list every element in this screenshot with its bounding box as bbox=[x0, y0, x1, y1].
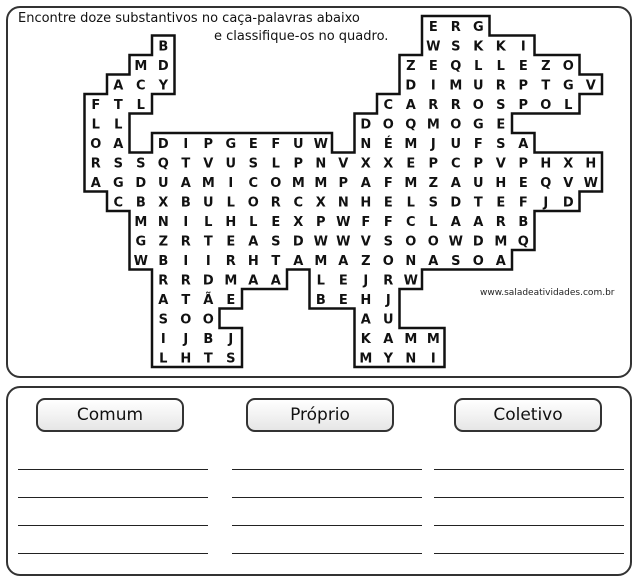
grid-letter[interactable]: V bbox=[563, 175, 574, 191]
grid-letter[interactable]: I bbox=[520, 39, 526, 55]
grid-letter[interactable]: G bbox=[472, 19, 484, 35]
grid-letter[interactable]: A bbox=[450, 214, 461, 230]
grid-letter[interactable]: M bbox=[314, 253, 328, 269]
grid-letter[interactable]: E bbox=[406, 156, 416, 172]
grid-letter[interactable]: Y bbox=[158, 78, 169, 94]
grid-letter[interactable]: R bbox=[450, 19, 461, 35]
grid-letter[interactable]: N bbox=[360, 136, 372, 152]
grid-letter[interactable]: K bbox=[360, 331, 371, 347]
grid-letter[interactable]: B bbox=[518, 214, 529, 230]
grid-letter[interactable]: Q bbox=[517, 234, 529, 250]
grid-letter[interactable]: X bbox=[360, 156, 371, 172]
grid-letter[interactable]: W bbox=[403, 273, 418, 289]
grid-letter[interactable]: I bbox=[183, 214, 189, 230]
grid-letter[interactable]: I bbox=[430, 351, 436, 367]
grid-letter[interactable]: X bbox=[158, 195, 169, 211]
grid-letter[interactable]: A bbox=[360, 312, 371, 328]
grid-letter[interactable]: P bbox=[518, 156, 529, 172]
grid-letter[interactable]: S bbox=[496, 97, 506, 113]
grid-letter[interactable]: T bbox=[181, 292, 191, 308]
grid-letter[interactable]: R bbox=[180, 273, 191, 289]
grid-letter[interactable]: E bbox=[496, 117, 506, 133]
grid-letter[interactable]: E bbox=[338, 292, 348, 308]
grid-letter[interactable]: M bbox=[224, 273, 238, 289]
grid-letter[interactable]: R bbox=[495, 214, 506, 230]
answer-line[interactable] bbox=[232, 469, 422, 470]
grid-letter[interactable]: W bbox=[426, 39, 441, 55]
grid-letter[interactable]: Z bbox=[541, 58, 551, 74]
grid-letter[interactable]: C bbox=[113, 195, 124, 211]
grid-letter[interactable]: H bbox=[180, 351, 192, 367]
grid-letter[interactable]: B bbox=[203, 331, 214, 347]
answer-line[interactable] bbox=[18, 497, 208, 498]
grid-letter[interactable]: M bbox=[426, 331, 440, 347]
answer-line[interactable] bbox=[18, 525, 208, 526]
grid-letter[interactable]: O bbox=[472, 97, 484, 113]
grid-letter[interactable]: Ã bbox=[203, 292, 214, 308]
grid-letter[interactable]: L bbox=[564, 97, 573, 113]
grid-letter[interactable]: S bbox=[248, 156, 258, 172]
grid-letter[interactable]: O bbox=[180, 312, 192, 328]
grid-letter[interactable]: E bbox=[338, 273, 348, 289]
grid-letter[interactable]: E bbox=[518, 175, 528, 191]
grid-letter[interactable]: W bbox=[583, 175, 598, 191]
grid-letter[interactable]: X bbox=[315, 195, 326, 211]
grid-letter[interactable]: R bbox=[450, 97, 461, 113]
grid-letter[interactable]: I bbox=[160, 331, 166, 347]
grid-letter[interactable]: V bbox=[203, 156, 214, 172]
grid-letter[interactable]: J bbox=[183, 331, 189, 347]
grid-letter[interactable]: A bbox=[248, 273, 259, 289]
grid-letter[interactable]: P bbox=[338, 175, 349, 191]
grid-letter[interactable]: A bbox=[360, 175, 371, 191]
grid-letter[interactable]: O bbox=[382, 117, 394, 133]
grid-letter[interactable]: R bbox=[225, 253, 236, 269]
grid-letter[interactable]: A bbox=[293, 253, 304, 269]
answer-line[interactable] bbox=[18, 469, 208, 470]
grid-letter[interactable]: G bbox=[225, 136, 237, 152]
grid-letter[interactable]: O bbox=[562, 58, 574, 74]
grid-letter[interactable]: O bbox=[472, 253, 484, 269]
grid-letter[interactable]: P bbox=[473, 156, 484, 172]
grid-letter[interactable]: E bbox=[248, 136, 258, 152]
grid-letter[interactable]: O bbox=[202, 312, 214, 328]
grid-letter[interactable]: I bbox=[205, 253, 211, 269]
instruction-line-1: Encontre doze substantivos no caça-palavras abaixo bbox=[18, 11, 360, 26]
grid-letter[interactable]: O bbox=[270, 175, 282, 191]
grid-letter[interactable]: C bbox=[451, 156, 461, 172]
grid-letter[interactable]: A bbox=[495, 253, 506, 269]
grid-letter[interactable]: A bbox=[405, 97, 416, 113]
grid-letter[interactable]: S bbox=[271, 234, 281, 250]
grid-letter[interactable]: A bbox=[180, 175, 191, 191]
category-coletivo-button[interactable]: Coletivo bbox=[454, 398, 602, 432]
grid-letter[interactable]: G bbox=[135, 234, 147, 250]
grid-letter[interactable]: M bbox=[134, 58, 148, 74]
grid-letter[interactable]: I bbox=[430, 78, 436, 94]
grid-letter[interactable]: E bbox=[226, 292, 236, 308]
grid-letter[interactable]: P bbox=[518, 97, 529, 113]
grid-letter[interactable]: E bbox=[428, 19, 438, 35]
answer-line[interactable] bbox=[434, 553, 624, 554]
grid-letter[interactable]: L bbox=[226, 195, 235, 211]
grid-letter[interactable]: O bbox=[90, 136, 102, 152]
grid-letter[interactable]: R bbox=[383, 273, 394, 289]
grid-letter[interactable]: P bbox=[203, 136, 214, 152]
grid-letter[interactable]: M bbox=[201, 175, 215, 191]
grid-letter[interactable]: A bbox=[473, 214, 484, 230]
grid-letter[interactable]: S bbox=[113, 156, 123, 172]
grid-letter[interactable]: R bbox=[158, 273, 169, 289]
grid-letter[interactable]: C bbox=[136, 78, 146, 94]
grid-letter[interactable]: T bbox=[271, 253, 281, 269]
grid-letter[interactable]: E bbox=[226, 234, 236, 250]
grid-letter[interactable]: C bbox=[406, 214, 416, 230]
grid-letter[interactable]: M bbox=[426, 117, 440, 133]
grid-letter[interactable]: I bbox=[183, 253, 189, 269]
grid-letter[interactable]: W bbox=[313, 136, 328, 152]
grid-letter[interactable]: U bbox=[225, 156, 237, 172]
grid-letter[interactable]: C bbox=[248, 175, 259, 191]
grid-letter[interactable]: S bbox=[226, 351, 236, 367]
grid-letter[interactable]: A bbox=[90, 175, 101, 191]
grid-letter[interactable]: R bbox=[180, 234, 191, 250]
grid-letter[interactable]: S bbox=[136, 156, 146, 172]
grid-letter[interactable]: G bbox=[112, 175, 124, 191]
grid-letter[interactable]: Z bbox=[361, 253, 371, 269]
grid-letter[interactable]: G bbox=[562, 78, 574, 94]
grid-letter[interactable]: T bbox=[203, 234, 213, 250]
grid-letter[interactable]: Q bbox=[540, 175, 552, 191]
grid-letter[interactable]: F bbox=[473, 136, 483, 152]
grid-letter[interactable]: D bbox=[472, 234, 484, 250]
grid-letter[interactable]: T bbox=[473, 195, 483, 211]
grid-letter[interactable]: H bbox=[247, 253, 259, 269]
grid-letter[interactable]: L bbox=[159, 351, 168, 367]
grid-letter[interactable]: L bbox=[496, 58, 505, 74]
grid-letter[interactable]: H bbox=[360, 292, 372, 308]
grid-letter[interactable]: É bbox=[383, 136, 393, 152]
grid-letter[interactable]: F bbox=[361, 214, 371, 230]
grid-letter[interactable]: W bbox=[448, 234, 463, 250]
grid-letter[interactable]: N bbox=[337, 195, 349, 211]
grid-letter[interactable]: M bbox=[494, 234, 508, 250]
grid-letter[interactable]: M bbox=[314, 175, 328, 191]
grid-letter[interactable]: H bbox=[540, 156, 552, 172]
grid-letter[interactable]: J bbox=[228, 331, 234, 347]
grid-letter[interactable]: A bbox=[428, 253, 439, 269]
grid-letter[interactable]: U bbox=[450, 136, 462, 152]
grid-letter[interactable]: M bbox=[359, 351, 373, 367]
grid-letter[interactable]: V bbox=[360, 234, 371, 250]
grid-letter[interactable]: H bbox=[495, 175, 507, 191]
grid-letter[interactable]: R bbox=[428, 97, 439, 113]
grid-letter[interactable]: P bbox=[518, 78, 529, 94]
grid-letter[interactable]: H bbox=[585, 156, 597, 172]
grid-letter[interactable]: F bbox=[383, 214, 393, 230]
grid-letter[interactable]: L bbox=[91, 117, 100, 133]
grid-letter[interactable]: X bbox=[293, 214, 304, 230]
grid-letter[interactable]: S bbox=[496, 136, 506, 152]
grid-letter[interactable]: J bbox=[363, 273, 369, 289]
grid-letter[interactable]: H bbox=[360, 195, 372, 211]
grid-letter[interactable]: L bbox=[316, 273, 325, 289]
grid-letter[interactable]: Q bbox=[157, 156, 169, 172]
grid-letter[interactable]: E bbox=[383, 195, 393, 211]
grid-letter[interactable]: U bbox=[293, 136, 304, 152]
grid-letter[interactable]: W bbox=[313, 234, 328, 250]
grid-letter[interactable]: A bbox=[338, 253, 349, 269]
grid-letter[interactable]: O bbox=[450, 117, 462, 133]
grid-letter[interactable]: R bbox=[495, 78, 506, 94]
grid-letter[interactable]: N bbox=[157, 214, 169, 230]
answer-line[interactable] bbox=[232, 497, 422, 498]
grid-letter[interactable]: C bbox=[293, 195, 304, 211]
grid-letter[interactable]: F bbox=[271, 136, 281, 152]
grid-letter[interactable]: E bbox=[271, 214, 281, 230]
grid-letter[interactable]: L bbox=[474, 58, 483, 74]
grid-letter[interactable]: O bbox=[382, 253, 394, 269]
grid-letter[interactable]: U bbox=[203, 195, 214, 211]
grid-letter[interactable]: B bbox=[315, 292, 326, 308]
grid-letter[interactable]: A bbox=[113, 78, 124, 94]
grid-letter[interactable]: T bbox=[181, 156, 191, 172]
grid-letter[interactable]: A bbox=[113, 136, 124, 152]
grid-letter[interactable]: I bbox=[183, 136, 189, 152]
grid-letter[interactable]: W bbox=[133, 253, 148, 269]
grid-letter[interactable]: S bbox=[451, 253, 461, 269]
grid-letter[interactable]: E bbox=[428, 58, 438, 74]
grid-letter[interactable]: C bbox=[383, 97, 394, 113]
grid-letter[interactable]: B bbox=[158, 39, 169, 55]
grid-letter[interactable]: G bbox=[472, 117, 484, 133]
grid-letter[interactable]: L bbox=[406, 195, 415, 211]
grid-letter[interactable]: A bbox=[518, 136, 529, 152]
grid-letter[interactable]: D bbox=[202, 273, 214, 289]
grid-letter[interactable]: T bbox=[113, 97, 123, 113]
grid-letter[interactable]: E bbox=[496, 195, 506, 211]
answer-line[interactable] bbox=[434, 525, 624, 526]
answer-line[interactable] bbox=[434, 469, 624, 470]
grid-letter[interactable]: H bbox=[225, 214, 237, 230]
grid-letter[interactable]: U bbox=[158, 175, 169, 191]
grid-letter[interactable]: M bbox=[449, 78, 463, 94]
grid-letter[interactable]: X bbox=[563, 156, 574, 172]
grid-letter[interactable]: K bbox=[495, 39, 506, 55]
grid-letter[interactable]: V bbox=[585, 78, 596, 94]
grid-letter[interactable]: D bbox=[157, 58, 169, 74]
grid-letter[interactable]: T bbox=[203, 351, 213, 367]
grid-letter[interactable]: M bbox=[404, 136, 418, 152]
instruction-line-2: e classifique-os no quadro. bbox=[214, 29, 389, 44]
grid-letter[interactable]: B bbox=[158, 253, 169, 269]
grid-letter[interactable]: W bbox=[336, 234, 351, 250]
grid-letter[interactable]: V bbox=[338, 156, 349, 172]
grid-letter[interactable]: A bbox=[450, 175, 461, 191]
grid-letter[interactable]: Z bbox=[406, 58, 416, 74]
grid-letter[interactable]: L bbox=[204, 214, 213, 230]
grid-letter[interactable]: M bbox=[404, 331, 418, 347]
grid-letter[interactable]: A bbox=[383, 331, 394, 347]
grid-letter[interactable]: N bbox=[405, 351, 417, 367]
grid-letter[interactable]: F bbox=[91, 97, 101, 113]
grid-letter[interactable]: O bbox=[405, 234, 417, 250]
grid-letter[interactable]: S bbox=[158, 312, 168, 328]
grid-letter[interactable]: M bbox=[134, 214, 148, 230]
answer-line[interactable] bbox=[232, 525, 422, 526]
grid-letter[interactable]: O bbox=[247, 195, 259, 211]
grid-letter[interactable]: Q bbox=[405, 117, 417, 133]
grid-letter[interactable]: O bbox=[427, 234, 439, 250]
grid-letter[interactable]: N bbox=[405, 253, 417, 269]
grid-letter[interactable]: D bbox=[360, 117, 372, 133]
grid-letter[interactable]: Q bbox=[450, 58, 462, 74]
grid-letter[interactable]: D bbox=[562, 195, 574, 211]
grid-letter[interactable]: J bbox=[385, 292, 391, 308]
grid-letter[interactable]: J bbox=[430, 136, 436, 152]
grid-letter[interactable]: V bbox=[495, 156, 506, 172]
grid-letter[interactable]: D bbox=[292, 234, 304, 250]
grid-letter[interactable]: U bbox=[383, 312, 394, 328]
grid-letter[interactable]: J bbox=[543, 195, 549, 211]
grid-letter[interactable]: M bbox=[404, 175, 418, 191]
answer-line[interactable] bbox=[434, 497, 624, 498]
grid-letter[interactable]: L bbox=[429, 214, 438, 230]
grid-letter[interactable]: S bbox=[383, 234, 393, 250]
answer-line[interactable] bbox=[232, 553, 422, 554]
grid-letter[interactable]: I bbox=[228, 175, 234, 191]
grid-letter[interactable]: K bbox=[473, 39, 484, 55]
grid-letter[interactable]: D bbox=[450, 195, 462, 211]
grid-letter[interactable]: B bbox=[180, 195, 191, 211]
grid-letter[interactable]: B bbox=[135, 195, 146, 211]
grid-letter[interactable]: S bbox=[428, 195, 438, 211]
site-watermark: www.saladeatividades.com.br bbox=[480, 288, 615, 298]
grid-letter[interactable]: A bbox=[248, 234, 259, 250]
grid-letter[interactable]: D bbox=[157, 136, 169, 152]
grid-letter[interactable]: L bbox=[136, 97, 145, 113]
grid-letter[interactable]: P bbox=[316, 214, 326, 230]
grid-letter[interactable]: L bbox=[114, 117, 123, 133]
grid-letter[interactable]: P bbox=[293, 156, 304, 172]
grid-letter[interactable]: T bbox=[541, 78, 551, 94]
grid-letter[interactable]: A bbox=[158, 292, 169, 308]
grid-letter[interactable]: Z bbox=[158, 234, 169, 250]
grid-letter[interactable]: R bbox=[90, 156, 101, 172]
grid-letter[interactable]: W bbox=[336, 214, 351, 230]
category-proprio-button[interactable]: Próprio bbox=[246, 398, 394, 432]
grid-letter[interactable]: R bbox=[270, 195, 281, 211]
grid-letter[interactable]: X bbox=[383, 156, 394, 172]
grid-letter[interactable]: L bbox=[271, 156, 280, 172]
grid-letter[interactable]: M bbox=[291, 175, 305, 191]
grid-letter[interactable]: A bbox=[270, 273, 281, 289]
grid-letter[interactable]: F bbox=[383, 175, 393, 191]
answer-line[interactable] bbox=[18, 553, 208, 554]
grid-letter[interactable]: L bbox=[249, 214, 258, 230]
grid-letter[interactable]: D bbox=[135, 175, 147, 191]
grid-letter[interactable]: S bbox=[451, 39, 461, 55]
grid-letter[interactable]: U bbox=[473, 175, 484, 191]
grid-letter[interactable]: Y bbox=[383, 351, 394, 367]
grid-letter[interactable]: U bbox=[473, 78, 484, 94]
grid-letter[interactable]: D bbox=[405, 78, 417, 94]
grid-letter[interactable]: F bbox=[518, 195, 528, 211]
grid-letter[interactable]: O bbox=[540, 97, 552, 113]
grid-letter[interactable]: Z bbox=[428, 175, 439, 191]
category-comum-button[interactable]: Comum bbox=[36, 398, 184, 432]
grid-letter[interactable]: E bbox=[518, 58, 528, 74]
grid-letter[interactable]: N bbox=[315, 156, 327, 172]
grid-letter[interactable]: P bbox=[428, 156, 439, 172]
